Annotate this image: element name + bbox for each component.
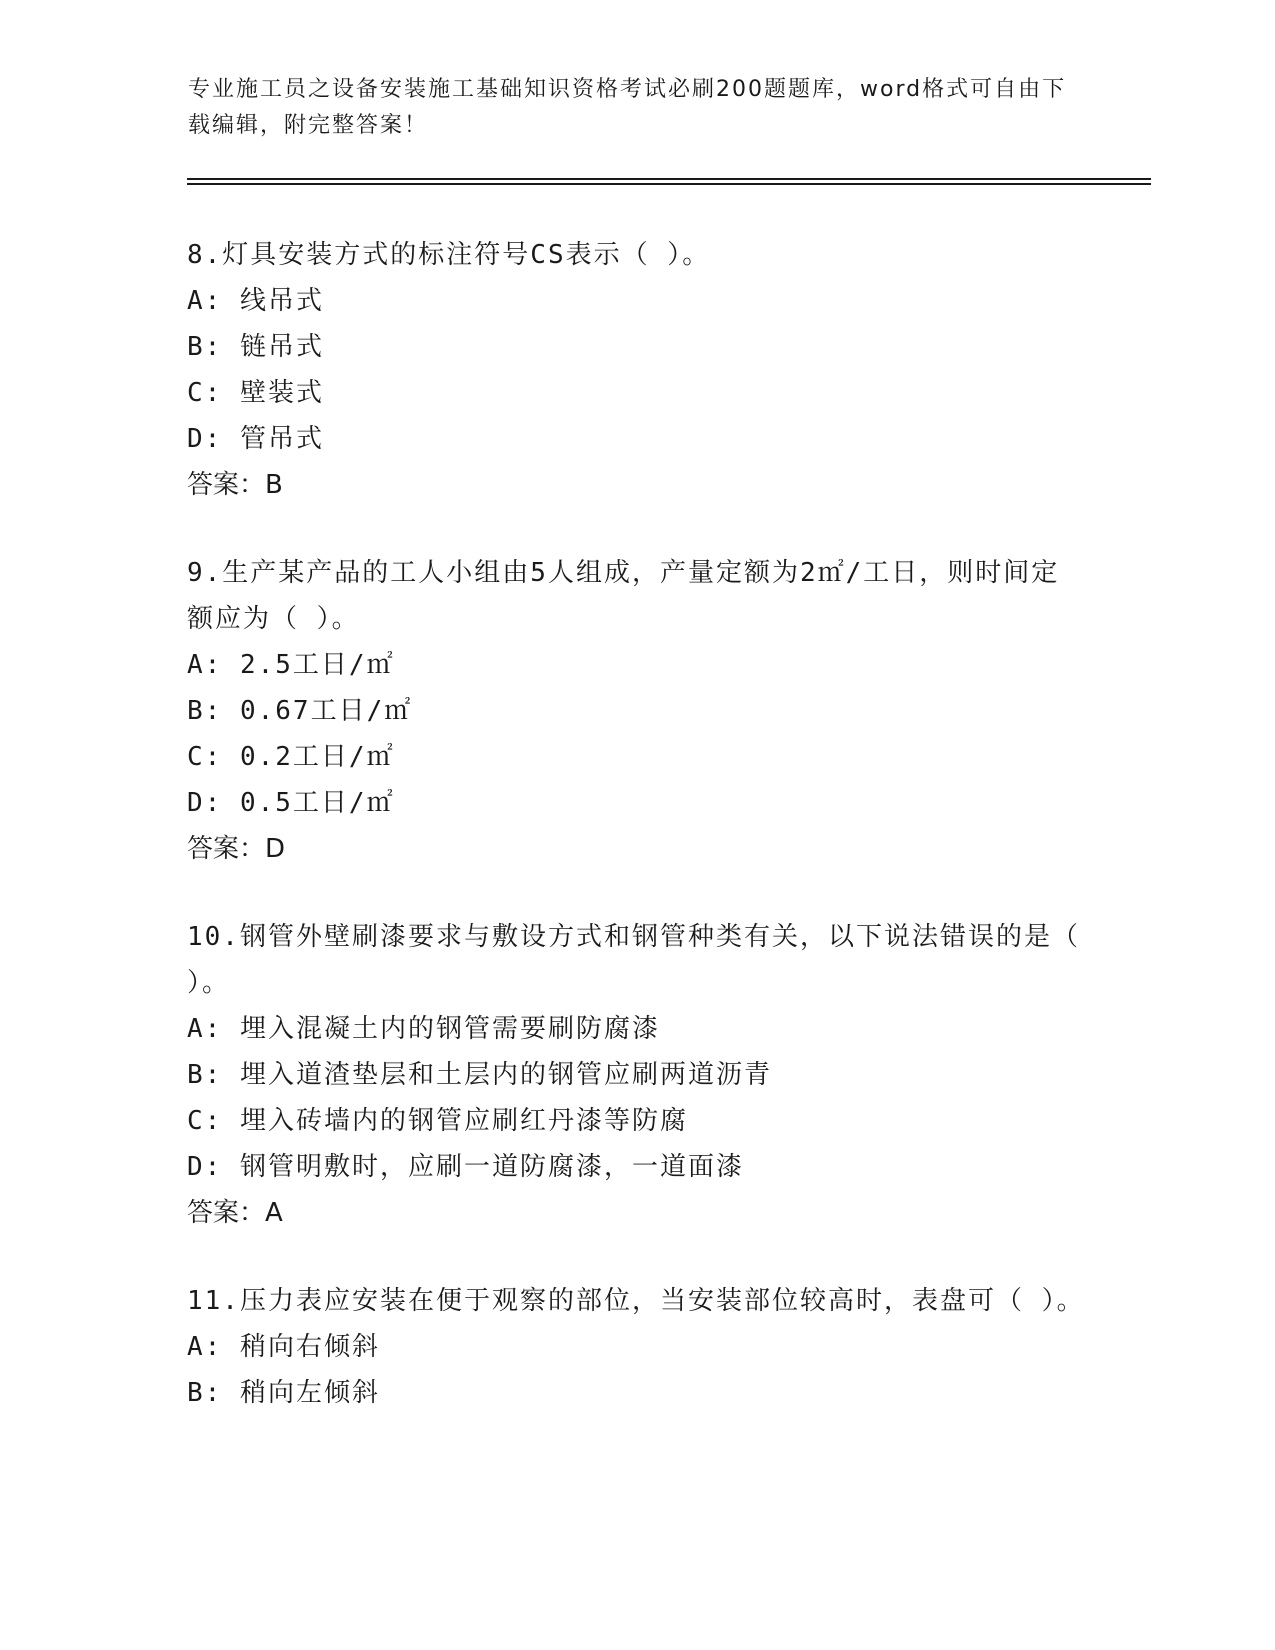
question-stem: 10.钢管外壁刷漆要求与敷设方式和钢管种类有关，以下说法错误的是（ ）。 <box>187 922 1080 998</box>
answer: 答案：A <box>187 1198 283 1228</box>
option-a: A: 线吊式 <box>187 286 324 316</box>
header-divider-bottom <box>187 183 1151 185</box>
option-b: B: 稍向左倾斜 <box>187 1378 380 1408</box>
option-a: A: 2.5工日/㎡ <box>187 650 395 680</box>
option-a: A: 稍向右倾斜 <box>187 1332 380 1362</box>
question-8 <box>187 232 1087 508</box>
header-divider-top <box>187 178 1151 180</box>
option-b: B: 埋入道渣垫层和土层内的钢管应刷两道沥青 <box>187 1060 772 1090</box>
option-c: C: 0.2工日/㎡ <box>187 742 395 772</box>
option-d: D: 钢管明敷时，应刷一道防腐漆，一道面漆 <box>187 1152 744 1182</box>
question-10 <box>187 914 1087 1236</box>
option-c: C: 壁装式 <box>187 378 324 408</box>
answer: 答案：D <box>187 834 286 864</box>
question-stem: 9.生产某产品的工人小组由5人组成，产量定额为2㎡/工日，则时间定额应为（ ）。 <box>187 558 1060 634</box>
option-c: C: 埋入砖墙内的钢管应刷红丹漆等防腐 <box>187 1106 688 1136</box>
option-d: D: 管吊式 <box>187 424 324 454</box>
option-b: B: 0.67工日/㎡ <box>187 696 413 726</box>
question-stem: 8.灯具安装方式的标注符号CS表示（ ）。 <box>187 240 711 270</box>
option-d: D: 0.5工日/㎡ <box>187 788 395 818</box>
answer: 答案：B <box>187 470 283 500</box>
question-list <box>187 232 1087 1458</box>
header-title: 专业施工员之设备安装施工基础知识资格考试必刷200题题库，word格式可自由下载编辑，附完整答案！ <box>188 77 1067 138</box>
question-9 <box>187 550 1087 872</box>
question-11 <box>187 1278 1087 1416</box>
document-header <box>188 72 1088 144</box>
option-a: A: 埋入混凝土内的钢管需要刷防腐漆 <box>187 1014 660 1044</box>
question-stem: 11.压力表应安装在便于观察的部位，当安装部位较高时，表盘可（ ）。 <box>187 1286 1085 1316</box>
option-b: B: 链吊式 <box>187 332 324 362</box>
